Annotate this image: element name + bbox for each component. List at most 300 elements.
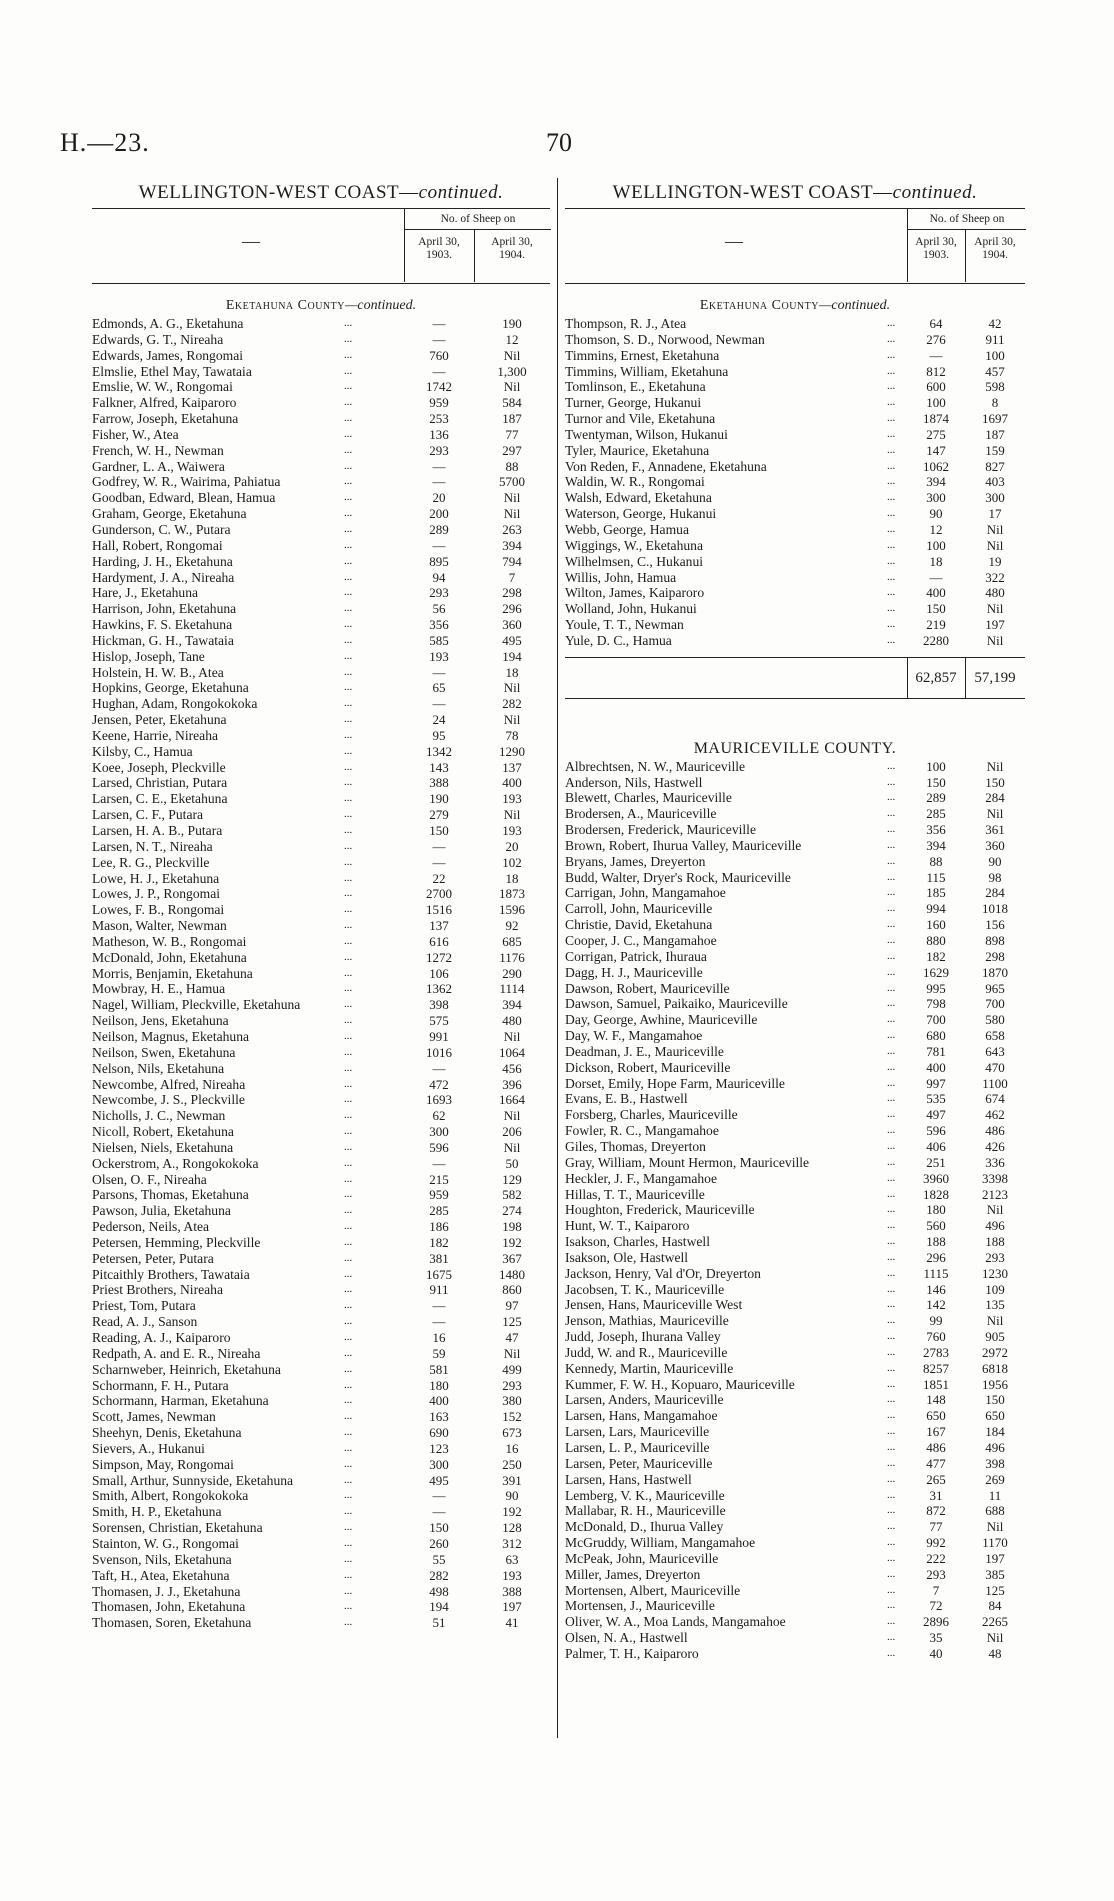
sheep-1903: 760	[926, 1329, 946, 1345]
sheep-1904: Nil	[986, 601, 1004, 617]
leader-dots: ...	[344, 776, 353, 789]
leader-dots: ...	[887, 1187, 896, 1200]
owner-name: Jensen, Peter, Eketahuna	[92, 712, 227, 728]
leader-dots: ...	[887, 1615, 896, 1628]
sheep-1904: 284	[985, 885, 1005, 901]
table-row	[565, 1060, 1025, 1076]
owner-name: McDonald, John, Eketahuna	[92, 949, 247, 965]
leader-dots: ...	[344, 824, 353, 836]
leader-dots: ...	[344, 950, 353, 963]
leader-dots: ...	[887, 1235, 896, 1248]
table-row	[565, 1282, 1025, 1298]
table-row	[565, 411, 1025, 427]
owner-name: Waldin, W. R., Rongomai	[565, 474, 705, 490]
sheep-1904: Nil	[503, 1345, 521, 1361]
owner-name: Nielsen, Niels, Eketahuna	[92, 1139, 234, 1155]
sheep-1904: 187	[502, 411, 522, 427]
sheep-1903: 142	[926, 1297, 946, 1313]
table-row	[92, 886, 550, 902]
leader-dots: ...	[344, 1457, 353, 1470]
sheep-1903: 150	[429, 1520, 449, 1536]
table-row	[92, 1425, 550, 1441]
table-row	[565, 1266, 1025, 1282]
sheep-1903: 1851	[923, 1376, 949, 1392]
sheep-1903: 222	[926, 1550, 946, 1566]
sheep-1904: 462	[985, 1107, 1005, 1123]
sheep-1903: 148	[926, 1392, 946, 1408]
leader-dots: ...	[344, 1061, 353, 1074]
owner-name: Mowbray, H. E., Hamua	[92, 981, 226, 997]
sheep-1904: 18	[505, 664, 519, 680]
leader-dots: ...	[344, 839, 353, 852]
owner-name: Judd, Joseph, Ihurana Valley	[565, 1329, 721, 1345]
total-1903: 62,857	[915, 669, 957, 686]
table-row	[565, 1456, 1025, 1472]
owner-name: Brodersen, A., Mauriceville	[565, 806, 717, 822]
table-row	[92, 1457, 550, 1473]
sheep-1903: —	[929, 569, 943, 585]
table-row	[565, 348, 1025, 364]
sheep-1904: 1064	[499, 1044, 525, 1060]
leader-dots: ...	[344, 380, 353, 393]
table-row	[565, 1392, 1025, 1408]
sheep-1904: 898	[985, 933, 1005, 948]
sheep-1903: 1675	[426, 1266, 452, 1282]
table-row	[92, 601, 550, 617]
left-header-dash: —	[242, 231, 260, 251]
leader-dots: ...	[344, 1220, 353, 1233]
sheep-1903: 495	[429, 1472, 449, 1488]
sheep-1903: 215	[429, 1171, 449, 1187]
owner-name: Elmslie, Ethel May, Tawataia	[92, 363, 252, 379]
sheep-1904: 685	[502, 933, 522, 949]
sheep-1904: 300	[985, 490, 1005, 506]
sheep-1903: 300	[429, 1124, 449, 1140]
table-row	[565, 1488, 1025, 1504]
table-row	[92, 506, 550, 522]
owner-name: Reading, A. J., Kaiparoro	[92, 1330, 231, 1345]
sheep-1903: 997	[926, 1075, 946, 1091]
table-row	[565, 316, 1025, 332]
sheep-1904: 1870	[982, 964, 1008, 980]
sheep-1903: 616	[429, 933, 449, 949]
owner-name: Fisher, W., Atea	[92, 426, 179, 442]
table-row	[565, 806, 1025, 822]
sheep-1904: Nil	[986, 537, 1004, 553]
leader-dots: ...	[344, 982, 353, 995]
sheep-1903: 150	[926, 774, 946, 790]
owner-name: Thomasen, J. J., Eketahuna	[92, 1583, 241, 1599]
sheep-1904: 90	[505, 1488, 519, 1504]
sheep-1904: 1114	[499, 981, 525, 997]
sheep-1904: 193	[502, 823, 522, 838]
left-rows	[92, 316, 550, 1631]
sheep-1903: 100	[926, 758, 946, 774]
owner-name: Hall, Robert, Rongomai	[92, 537, 223, 553]
sheep-1903: 300	[926, 490, 946, 506]
table-row	[565, 364, 1025, 380]
leader-dots: ...	[344, 697, 353, 710]
table-row	[565, 1218, 1025, 1234]
sheep-1903: 90	[929, 506, 943, 522]
leader-dots: ...	[344, 1616, 353, 1629]
leader-dots: ...	[887, 949, 896, 962]
sheep-1904: 128	[502, 1520, 522, 1536]
owner-name: Harding, J. H., Eketahuna	[92, 553, 233, 569]
sheep-1904: 360	[985, 837, 1005, 853]
owner-name: McGruddy, William, Mangamahoe	[565, 1535, 756, 1551]
leader-dots: ...	[344, 1156, 353, 1169]
sheep-1903: 296	[926, 1249, 946, 1265]
sheep-1904: 88	[505, 458, 519, 474]
table-row	[565, 1044, 1025, 1060]
table-row	[565, 996, 1025, 1012]
leader-dots: ...	[344, 760, 353, 773]
leader-dots: ...	[887, 332, 896, 345]
leader-dots: ...	[887, 1330, 896, 1343]
sheep-1903: 880	[926, 933, 946, 948]
leader-dots: ...	[887, 1124, 896, 1137]
leader-dots: ...	[344, 507, 353, 520]
owner-name: Anderson, Nils, Hastwell	[565, 774, 703, 790]
table-row	[92, 649, 550, 665]
owner-name: Emslie, W. W., Rongomai	[92, 379, 233, 395]
mauriceville-section-heading: MAURICEVILLE COUNTY.	[693, 739, 897, 757]
leader-dots: ...	[887, 981, 896, 994]
owner-name: Carrigan, John, Mangamahoe	[565, 885, 726, 901]
sheep-1904: 297	[502, 442, 522, 458]
sheep-1903: 680	[926, 1028, 946, 1044]
leader-dots: ...	[887, 602, 896, 615]
owner-name: Isakson, Ole, Hastwell	[565, 1249, 689, 1265]
owner-name: Webb, George, Hamua	[565, 521, 689, 537]
owner-name: Newcombe, J. S., Pleckville	[92, 1092, 245, 1108]
leader-dots: ...	[344, 1346, 353, 1359]
sheep-1903: 194	[429, 1599, 449, 1615]
leader-dots: ...	[887, 1599, 896, 1612]
owner-name: Redpath, A. and E. R., Nireaha	[92, 1345, 261, 1361]
table-row	[565, 427, 1025, 443]
table-row	[565, 1028, 1025, 1044]
leader-dots: ...	[887, 538, 896, 551]
table-row	[92, 411, 550, 427]
leader-dots: ...	[887, 1314, 896, 1327]
sheep-1904: 293	[985, 1249, 1005, 1265]
table-row	[92, 554, 550, 570]
table-row	[565, 506, 1025, 522]
sheep-1904: 398	[985, 1455, 1005, 1471]
sheep-1904: Nil	[986, 1202, 1004, 1218]
table-row	[565, 949, 1025, 965]
sheep-1904: 456	[502, 1060, 522, 1076]
sheep-1903: 400	[429, 1393, 449, 1409]
sheep-1903: 260	[429, 1535, 449, 1551]
sheep-1904: 794	[502, 553, 522, 569]
owner-name: Thomasen, John, Eketahuna	[92, 1599, 246, 1615]
owner-name: Timmins, William, Eketahuna	[565, 363, 729, 379]
right-column	[565, 178, 1025, 1662]
sheep-1904: 293	[502, 1377, 522, 1393]
sheep-1903: 265	[926, 1471, 946, 1487]
table-row	[565, 1567, 1025, 1583]
table-row	[565, 1361, 1025, 1377]
owner-name: Olsen, O. F., Nireaha	[92, 1171, 207, 1187]
leader-dots: ...	[344, 681, 353, 694]
leader-dots: ...	[344, 1473, 353, 1486]
table-row	[92, 1362, 550, 1378]
sheep-1904: 97	[505, 1298, 519, 1314]
leader-dots: ...	[344, 1362, 353, 1375]
leader-dots: ...	[887, 1472, 896, 1485]
sheep-1904: 480	[502, 1013, 522, 1029]
sheep-1904: 125	[985, 1582, 1005, 1598]
owner-name: McDonald, D., Ihurua Valley	[565, 1519, 724, 1535]
sheep-1903: —	[432, 1504, 446, 1520]
table-row	[92, 427, 550, 443]
table-row	[565, 965, 1025, 981]
leader-dots: ...	[887, 1029, 896, 1042]
leader-dots: ...	[344, 1521, 353, 1534]
sheep-1903: 596	[926, 1123, 946, 1139]
sheep-1904: 197	[985, 617, 1005, 633]
table-row	[92, 1267, 550, 1283]
sheep-1903: 293	[429, 442, 449, 458]
table-row	[565, 1519, 1025, 1535]
table-row	[565, 1646, 1025, 1662]
table-row	[92, 1330, 550, 1346]
sheep-1903: —	[432, 1155, 446, 1171]
owner-name: Smith, Albert, Rongokokoka	[92, 1488, 249, 1504]
leader-dots: ...	[887, 1567, 896, 1580]
sheep-1903: —	[432, 1060, 446, 1076]
owner-name: Lee, R. G., Pleckville	[92, 854, 210, 870]
owner-name: Tomlinson, E., Eketahuna	[565, 379, 706, 395]
leader-dots: ...	[344, 1315, 353, 1328]
table-row	[565, 1155, 1025, 1171]
owner-name: Stainton, W. G., Rongomai	[92, 1535, 239, 1551]
leader-dots: ...	[887, 1203, 896, 1216]
sheep-1903: 535	[926, 1091, 946, 1107]
sheep-1904: 1100	[982, 1075, 1008, 1091]
table-row	[565, 570, 1025, 586]
leader-dots: ...	[887, 791, 896, 804]
owner-name: Simpson, May, Rongomai	[92, 1456, 234, 1472]
owner-name: Lowes, J. P., Rongomai	[92, 886, 221, 902]
owner-name: Evans, E. B., Hastwell	[565, 1091, 688, 1107]
table-row	[565, 870, 1025, 886]
table-row	[92, 1251, 550, 1267]
owner-name: Mortensen, Albert, Mauriceville	[565, 1582, 741, 1598]
owner-name: Wolland, John, Hukanui	[565, 601, 697, 617]
sheep-1904: Nil	[986, 521, 1004, 537]
owner-name: Scott, James, Newman	[92, 1409, 216, 1425]
sheep-1904: Nil	[503, 680, 521, 696]
sheep-1903: —	[432, 537, 446, 553]
sheep-1904: 102	[502, 854, 522, 870]
table-row	[565, 901, 1025, 917]
sheep-1903: 193	[429, 648, 449, 664]
sheep-1904: 63	[505, 1551, 519, 1567]
owner-name: Fowler, R. C., Mangamahoe	[565, 1123, 719, 1139]
sheep-1903: 8257	[923, 1360, 949, 1376]
leader-dots: ...	[887, 1393, 896, 1406]
sheep-1904: 688	[985, 1503, 1005, 1519]
left-section-suffix: —continued.	[344, 298, 417, 313]
leader-dots: ...	[344, 1552, 353, 1565]
sheep-1903: 1115	[923, 1265, 949, 1281]
sheep-1904: 42	[988, 316, 1002, 331]
right-title-suffix: continued.	[892, 182, 978, 203]
sheep-1903: 150	[926, 601, 946, 617]
right-header-col-1904	[965, 236, 1025, 262]
sheep-1903: 650	[926, 1408, 946, 1424]
owner-name: Thompson, R. J., Atea	[565, 316, 687, 331]
left-section-name: Eketahuna County	[225, 298, 345, 313]
leader-dots: ...	[887, 1456, 896, 1469]
leader-dots: ...	[887, 759, 896, 772]
owner-name: French, W. H., Newman	[92, 442, 224, 458]
sheep-1904: 367	[502, 1250, 522, 1266]
sheep-1903: 2783	[923, 1344, 949, 1360]
sheep-1903: 959	[429, 1187, 449, 1203]
table-row	[92, 950, 550, 966]
sheep-1904: 1,300	[497, 363, 527, 379]
sheep-1903: 106	[429, 965, 449, 981]
leader-dots: ...	[887, 1345, 896, 1358]
table-row	[565, 1503, 1025, 1519]
sheep-1903: 123	[429, 1440, 449, 1456]
sheep-1903: 253	[429, 411, 449, 427]
table-row	[92, 633, 550, 649]
owner-name: Gray, William, Mount Hermon, Mauriceville	[565, 1154, 810, 1170]
sheep-1904: 5700	[499, 474, 525, 490]
sheep-1904: 135	[985, 1297, 1005, 1313]
sheep-1903: 293	[429, 585, 449, 601]
sheep-1903: 64	[929, 316, 943, 331]
table-row	[92, 680, 550, 696]
sheep-1903: —	[929, 347, 943, 363]
owner-name: Jackson, Henry, Val d'Or, Dreyerton	[565, 1265, 761, 1281]
sheep-1904: 643	[985, 1043, 1005, 1059]
sheep-1904: 673	[502, 1425, 522, 1441]
table-row	[92, 807, 550, 823]
leader-dots: ...	[344, 459, 353, 472]
leader-dots: ...	[887, 1298, 896, 1311]
right-header-col-1903-date: April 30,	[915, 236, 957, 248]
sheep-1904: 860	[502, 1282, 522, 1298]
table-row	[92, 997, 550, 1013]
owner-name: Dawson, Robert, Mauriceville	[565, 980, 730, 996]
owner-name: Carroll, John, Mauriceville	[565, 901, 713, 917]
leader-dots: ...	[344, 1014, 353, 1027]
sheep-1903: 143	[429, 759, 449, 775]
owner-name: Petersen, Hemming, Pleckville	[92, 1234, 261, 1250]
leader-dots: ...	[344, 966, 353, 979]
sheep-1904: 394	[502, 997, 522, 1013]
owner-name: Jenson, Mathias, Mauriceville	[565, 1313, 729, 1329]
owner-name: Dagg, H. J., Mauriceville	[565, 964, 703, 980]
column-divider	[557, 178, 558, 1738]
leader-dots: ...	[887, 1108, 896, 1121]
owner-name: Day, George, Awhine, Mauriceville	[565, 1012, 758, 1028]
leader-dots: ...	[344, 396, 353, 409]
sheep-1904: 1664	[499, 1092, 525, 1108]
left-header-col-1903-date: April 30,	[418, 236, 460, 248]
right-section-name: Eketahuna County	[699, 298, 819, 313]
sheep-1904: 50	[505, 1155, 519, 1171]
owner-name: Nicholls, J. C., Newman	[92, 1108, 226, 1124]
owner-name: Isakson, Charles, Hastwell	[565, 1234, 710, 1250]
leader-dots: ...	[344, 1045, 353, 1058]
sheep-1904: 965	[985, 980, 1005, 996]
table-row	[92, 1615, 550, 1631]
leader-dots: ...	[887, 348, 896, 361]
leader-dots: ...	[344, 633, 353, 646]
table-row	[565, 538, 1025, 554]
owner-name: Morris, Benjamin, Eketahuna	[92, 965, 253, 981]
table-row	[565, 1202, 1025, 1218]
sheep-1903: 575	[429, 1013, 449, 1029]
table-row	[565, 1440, 1025, 1456]
owner-name: Willis, John, Hamua	[565, 569, 677, 585]
sheep-1904: 48	[988, 1645, 1002, 1661]
sheep-1903: 991	[429, 1028, 449, 1044]
leader-dots: ...	[887, 854, 896, 867]
sheep-1903: 394	[926, 837, 946, 853]
left-title-suffix: continued.	[418, 182, 504, 203]
owner-name: Hawkins, F. S. Eketahuna	[92, 617, 233, 633]
leader-dots: ...	[887, 1377, 896, 1390]
sheep-1903: 700	[926, 1012, 946, 1028]
table-row	[92, 1013, 550, 1029]
sheep-1903: 1342	[426, 743, 452, 759]
table-row	[92, 1314, 550, 1330]
leader-dots: ...	[887, 1361, 896, 1374]
table-row	[92, 538, 550, 554]
owner-name: Day, W. F., Mangamahoe	[565, 1028, 703, 1044]
leader-dots: ...	[887, 1266, 896, 1279]
owner-name: Schormann, Harman, Eketahuna	[92, 1393, 269, 1409]
sheep-1904: 1018	[982, 901, 1008, 917]
sheep-1903: 300	[429, 1456, 449, 1472]
sheep-1904: Nil	[986, 1630, 1004, 1646]
sheep-1903: 3960	[923, 1170, 949, 1186]
owner-name: Sorensen, Christian, Eketahuna	[92, 1520, 263, 1536]
sheep-1903: 182	[429, 1234, 449, 1250]
sheep-1904: 206	[502, 1124, 522, 1140]
leader-dots: ...	[887, 1536, 896, 1549]
table-row	[92, 1584, 550, 1600]
sheep-1904: 400	[502, 775, 522, 791]
sheep-1904: 658	[985, 1028, 1005, 1044]
leader-dots: ...	[344, 586, 353, 599]
table-row	[565, 1329, 1025, 1345]
leader-dots: ...	[887, 1044, 896, 1057]
sheep-1903: 59	[432, 1345, 446, 1361]
right-section-heading	[565, 296, 1025, 316]
sheep-1904: 78	[505, 727, 519, 743]
table-row	[92, 570, 550, 586]
leader-dots: ...	[887, 1092, 896, 1105]
sheep-1903: 1828	[923, 1186, 949, 1202]
owner-name: Scharnweber, Heinrich, Eketahuna	[92, 1361, 281, 1377]
table-row	[565, 1234, 1025, 1250]
sheep-1903: 188	[926, 1234, 946, 1250]
table-row	[92, 1045, 550, 1061]
sheep-1904: 18	[505, 870, 519, 886]
table-row	[92, 1520, 550, 1536]
sheep-1904: 2123	[982, 1186, 1008, 1202]
